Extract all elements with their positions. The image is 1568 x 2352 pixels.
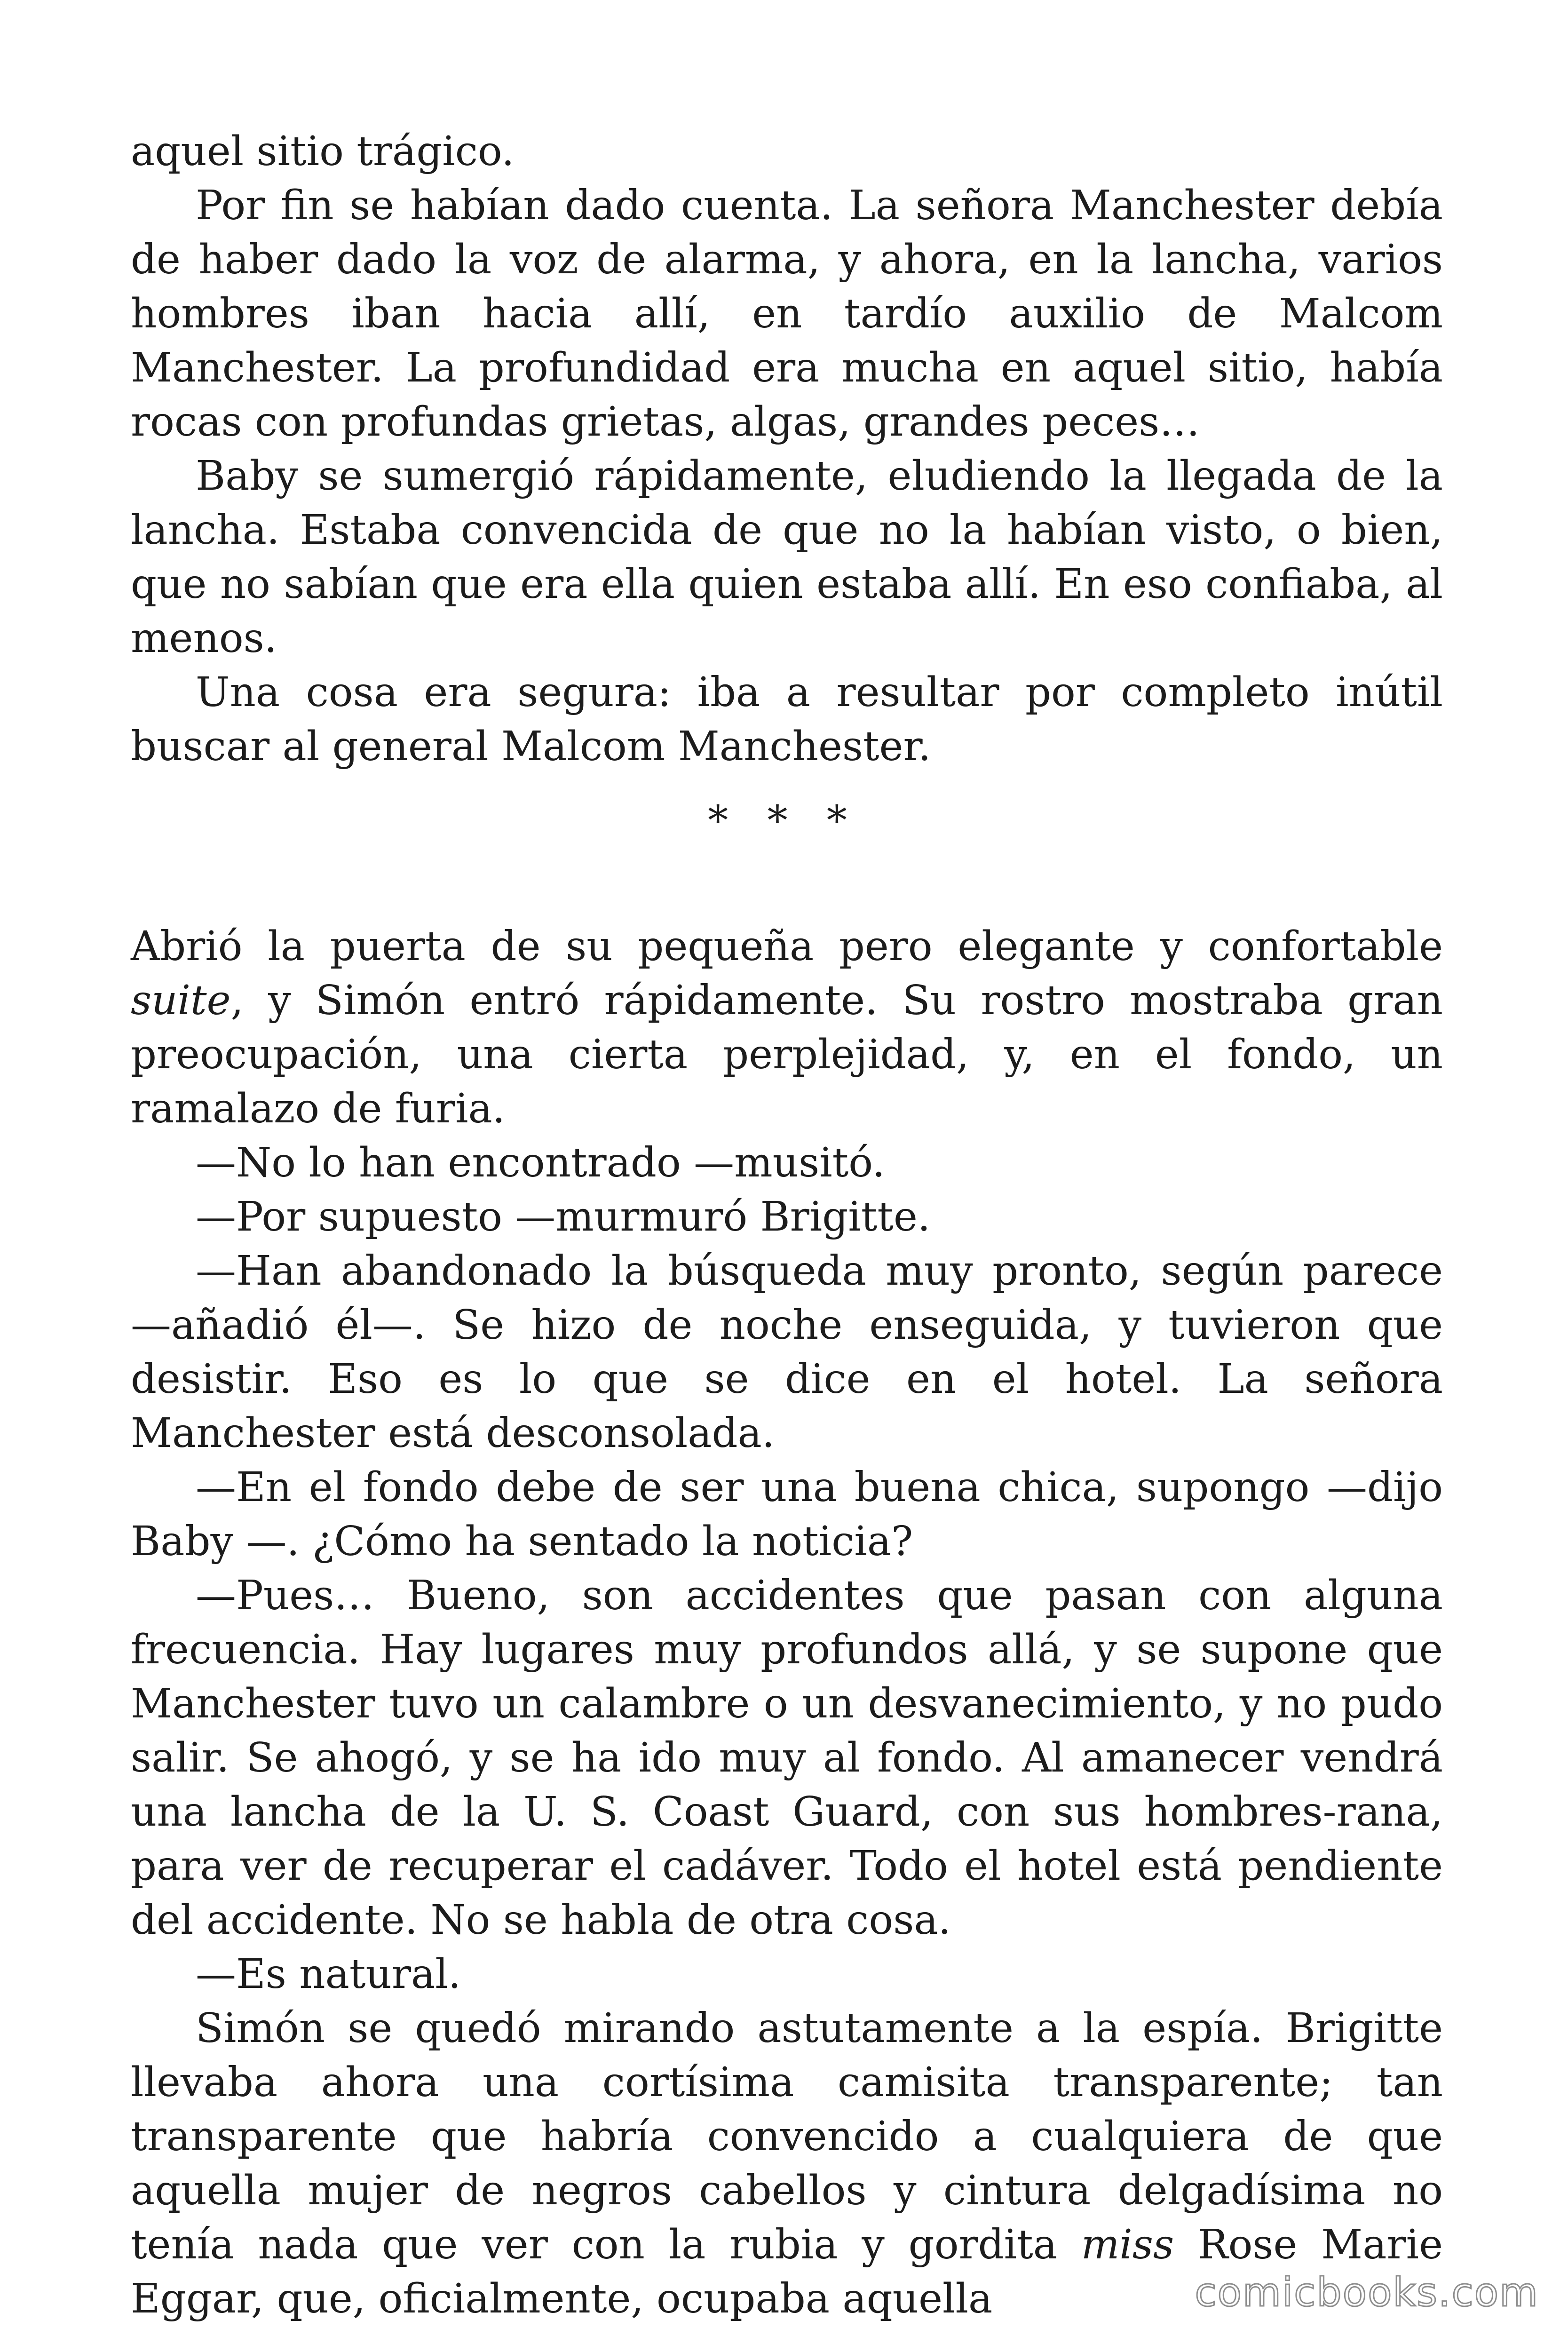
text-run: , y Simón entró rápidamente. Su rostro mostraba gran preocupación, una cierta perplejidad, y, en el fondo, un ramalazo de furia. — [131, 977, 1443, 1132]
section-separator: * * * — [708, 797, 860, 844]
paragraph: —Han abandonado la búsqueda muy pronto, según parece —añadió él—. Se hizo de noche enseguida, y tuvieron que desistir. Eso es lo que se dice en el hotel. La señora Manchester está desconsolada. — [131, 1248, 1443, 1457]
paragraph: —Es natural. — [196, 1951, 461, 1998]
paragraph: —No lo han encontrado —musitó. — [196, 1139, 885, 1186]
text-section-bottom — [131, 920, 1443, 2326]
watermark: comicbooks.com — [1195, 2269, 1539, 2315]
text-section-top — [131, 125, 1443, 774]
text-run: Simón se quedó mirando astutamente a la espía. Brigitte llevaba ahora una cortísima camisita transparente; tan transparente que habría convencido a cualquiera de que aquella mujer de negros cabellos y cintura delgadísima no tenía nada que ver con la rubia y gordita — [131, 2005, 1443, 2268]
paragraph: —En el fondo debe de ser una buena chica, supongo —dijo Baby —. ¿Cómo ha sentado la noticia? — [131, 1464, 1443, 1565]
text-run: Abrió la puerta de su pequeña pero elegante y confortable — [131, 923, 1443, 970]
paragraph: —Pues… Bueno, son accidentes que pasan con alguna frecuencia. Hay lugares muy profundos allá, y se supone que Manchester tuvo un calambre o un desvanecimiento, y no pudo salir. Se ahogó, y se ha ido muy al fondo. Al amanecer vendrá una lancha de la U. S. Coast Guard, con sus hombres-rana, para ver de recuperar el cadáver. Todo el hotel está pendiente del accidente. No se habla de otra cosa. — [131, 1572, 1443, 1944]
paragraph: —Por supuesto —murmuró Brigitte. — [196, 1193, 931, 1240]
paragraph: Baby se sumergió rápidamente, eludiendo la llegada de la lancha. Estaba convencida de que no la habían visto, o bien, que no sabían que era ella quien estaba allí. En eso confiaba, al menos. — [131, 453, 1443, 662]
paragraph: Una cosa era segura: iba a resultar por completo inútil buscar al general Malcom Manchester. — [131, 669, 1443, 770]
paragraph — [131, 920, 1443, 1136]
paragraph: aquel sitio trágico. — [131, 128, 515, 175]
italic-word: miss — [1081, 2221, 1174, 2268]
paragraph: Por fin se habían dado cuenta. La señora Manchester debía de haber dado la voz de alarma, y ahora, en la lancha, varios hombres iban hacia allí, en tardío auxilio de Malcom Manchester. La profundidad era mucha en aquel sitio, había rocas con profundas grietas, algas, grandes peces… — [131, 182, 1443, 445]
text-run: Rose Marie Eggar, que, oficialmente, ocupaba aquella — [131, 2221, 1443, 2322]
italic-word: suite — [131, 977, 231, 1024]
